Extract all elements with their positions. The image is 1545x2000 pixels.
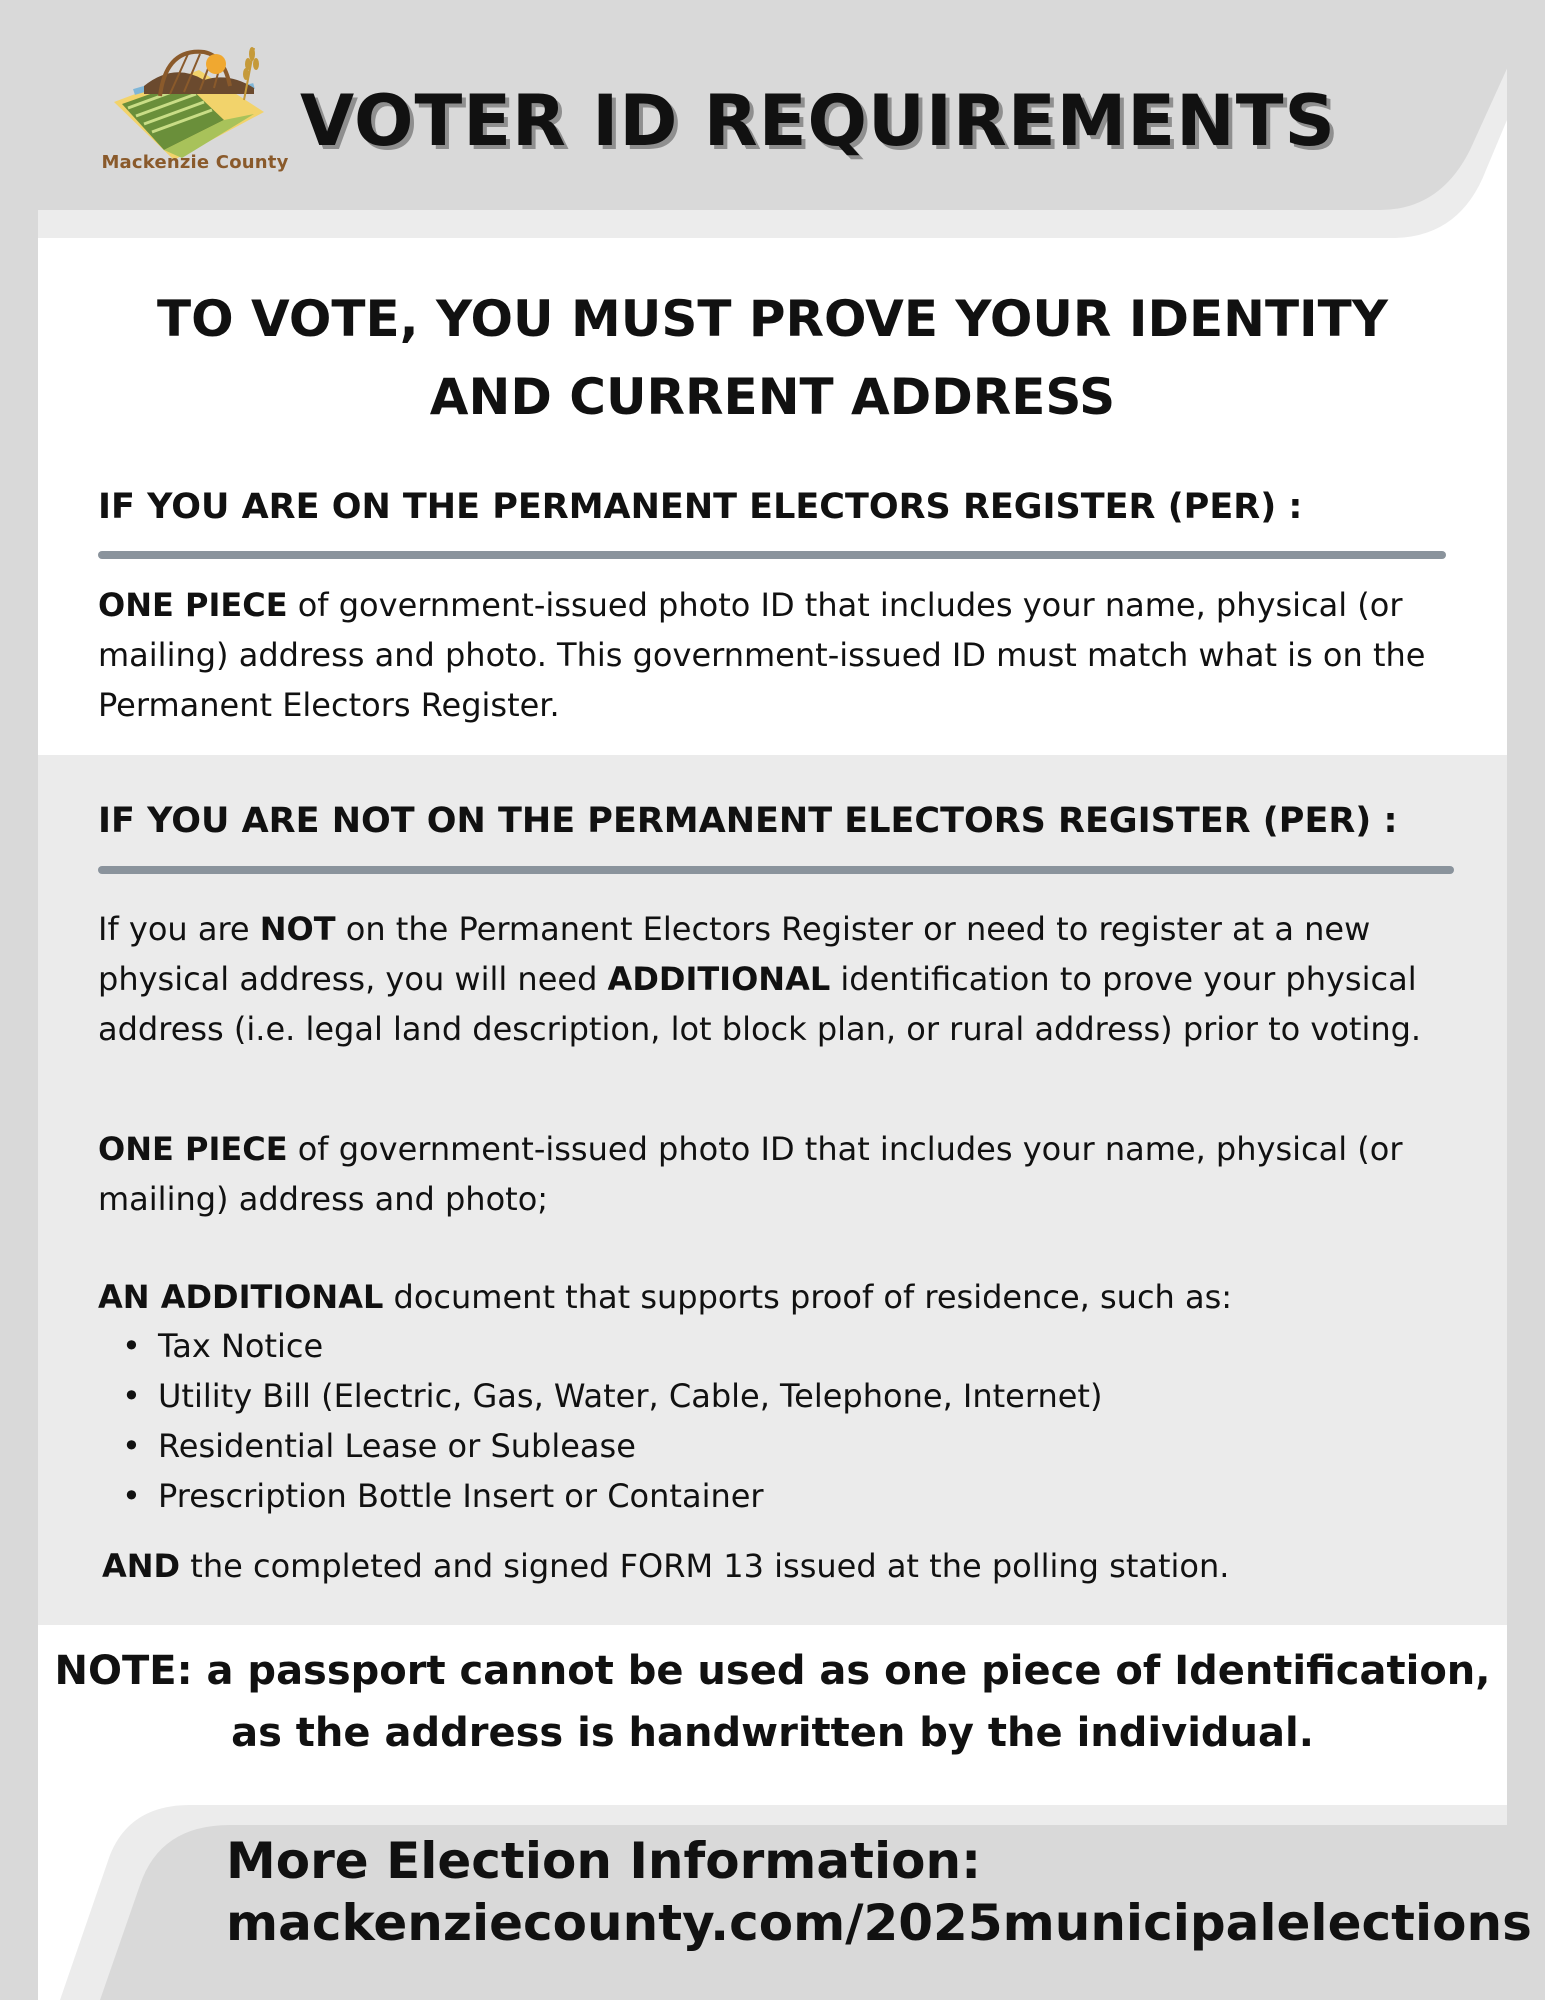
note-line-1: NOTE: a passport cannot be used as one piece of Identification,	[54, 1648, 1491, 1694]
per-heading: IF YOU ARE ON THE PERMANENT ELECTORS REGISTER (PER) :	[98, 487, 1303, 527]
page-title: VOTER ID REQUIREMENTS	[300, 80, 1336, 162]
additional-text: document that supports proof of residence, such as:	[383, 1278, 1233, 1316]
header	[0, 0, 1545, 245]
subtitle-line-1: TO VOTE, YOU MUST PROVE YOUR IDENTITY	[157, 290, 1388, 348]
intro-text-2: on the Permanent Electors Register or need to register at a new physical address, you will need	[98, 910, 1371, 998]
list-item: • Residential Lease or Sublease	[98, 1421, 1478, 1471]
and-bold: AND	[102, 1547, 181, 1585]
additional-paragraph	[98, 1272, 1478, 1322]
footer-line-1: More Election Information:	[226, 1832, 982, 1890]
subtitle-line-2: AND CURRENT ADDRESS	[429, 368, 1116, 426]
list-item: • Tax Notice	[98, 1321, 1478, 1371]
not-per-divider	[98, 866, 1454, 874]
per-divider	[98, 551, 1446, 559]
intro-text-3: identification to prove your physical address (i.e. legal land description, lot block plan, or rural address) prior to voting.	[98, 960, 1422, 1048]
form13-paragraph	[102, 1541, 1482, 1591]
note-line-2: as the address is handwritten by the individual.	[231, 1710, 1314, 1756]
residence-documents-list	[98, 1321, 1478, 1521]
list-item: • Prescription Bottle Insert or Container	[98, 1471, 1478, 1521]
per-text: of government-issued photo ID that includes your name, physical (or mailing) address and photo. This government-issued ID must match what is on the Permanent Electors Register.	[98, 586, 1426, 724]
footer-info	[226, 1830, 1532, 1954]
passport-note	[38, 1640, 1507, 1764]
frame-left	[0, 0, 38, 2000]
intro-bold-additional: ADDITIONAL	[607, 960, 831, 998]
one-piece-bold: ONE PIECE	[98, 1130, 288, 1168]
not-per-heading: IF YOU ARE NOT ON THE PERMANENT ELECTORS REGISTER (PER) :	[98, 801, 1398, 841]
intro-bold-not: NOT	[259, 910, 336, 948]
one-piece-text: of government-issued photo ID that includes your name, physical (or mailing) address and photo;	[98, 1130, 1403, 1218]
not-per-intro	[98, 904, 1498, 1054]
logo-caption: Mackenzie County	[101, 152, 289, 173]
frame-right	[1507, 0, 1545, 2000]
intro-text-1: If you are	[98, 910, 260, 948]
per-paragraph	[98, 580, 1478, 730]
subtitle	[38, 280, 1507, 436]
and-text: the completed and signed FORM 13 issued at the polling station.	[180, 1547, 1230, 1585]
additional-bold: AN ADDITIONAL	[98, 1278, 384, 1316]
list-item: • Utility Bill (Electric, Gas, Water, Cable, Telephone, Internet)	[98, 1371, 1478, 1421]
footer-website-link[interactable]: mackenziecounty.com/2025municipalelections	[226, 1894, 1532, 1952]
one-piece-paragraph	[98, 1124, 1478, 1224]
per-bold-lead: ONE PIECE	[98, 586, 288, 624]
